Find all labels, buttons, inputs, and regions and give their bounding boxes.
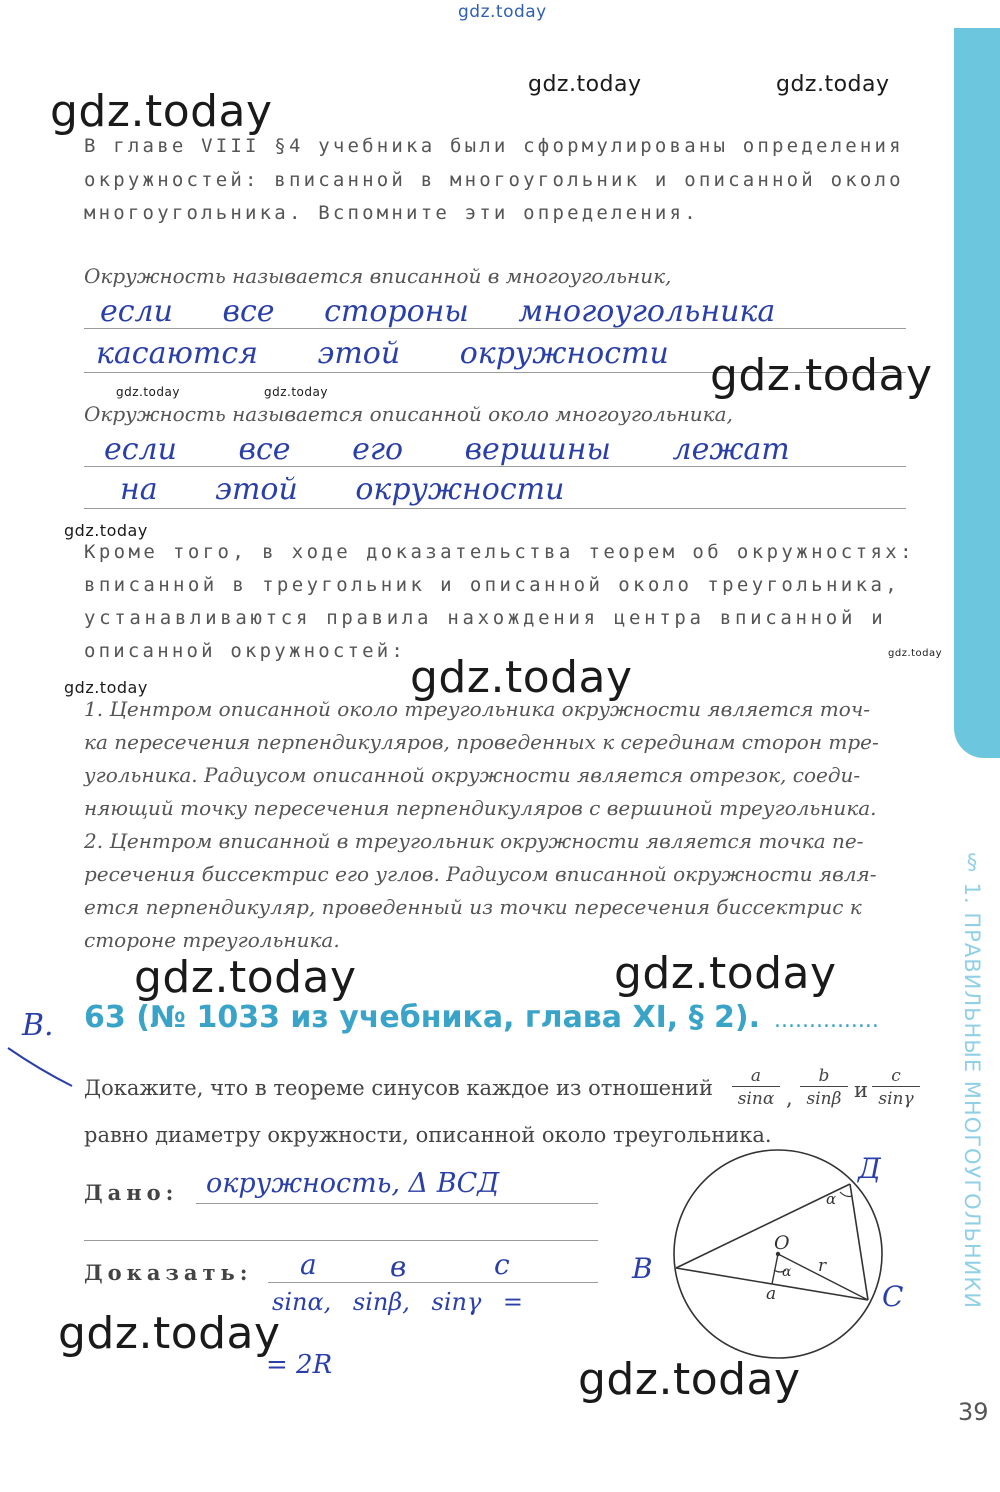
figure-angle-d: α (826, 1190, 837, 1208)
figure-angle-o: α (782, 1264, 792, 1280)
watermark-mid-center: gdz.today (410, 652, 633, 703)
answer-rule (84, 508, 906, 509)
fraction-b-over-sin-beta: $\frac{b}{\sin\beta}$ (800, 1066, 848, 1109)
theorems-line-3: устанавливаются правила нахождения центра вписанной и (84, 607, 887, 629)
watermark-lower-left: gdz.today (134, 952, 357, 1003)
circumscribed-answer-line-2: на этой окружности (120, 472, 565, 507)
perpendicular-om (772, 1254, 778, 1284)
inscribed-answer-line-2: касаются этой окружности (96, 336, 669, 371)
figure-label-r: r (818, 1256, 827, 1276)
rule-1-line-4: няющий точку пересечения перпендикуляров с вершиной треугольника. (84, 796, 877, 820)
figure-point-b: В (632, 1252, 653, 1285)
chapter-side-band (954, 28, 1000, 758)
prove-label: Доказать: (84, 1260, 253, 1285)
task-margin-note: В. (22, 1008, 54, 1043)
given-answer: окружность, Δ ВСД (206, 1168, 500, 1199)
watermark-header-left: gdz.today (50, 86, 273, 137)
circumscribed-answer-line-1: если все его вершины лежат (104, 432, 790, 467)
watermark-small-b: gdz.today (264, 385, 328, 399)
watermark-small-a: gdz.today (116, 385, 180, 399)
intro-line-3: многоугольника. Вспомните эти определения. (84, 202, 699, 224)
figure-point-c: С (882, 1280, 904, 1313)
watermark-header-right: gdz.today (776, 72, 890, 97)
rule-2-line-1: 2. Центром вписанной в треугольник окружности является точка пе- (84, 829, 864, 853)
watermark-big-right: gdz.today (710, 350, 933, 401)
watermark-bottom-left: gdz.today (58, 1308, 281, 1359)
theorems-line-2: вписанной в треугольник и описанной около треугольника, (84, 574, 901, 596)
side-dc (850, 1184, 868, 1300)
theorems-line-1: Кроме того, в ходе доказательства теорем об окружностях: (84, 541, 915, 563)
task-title-dots: ............... (774, 1008, 879, 1033)
intro-line-1: В главе VIII §4 учебника были сформулированы определения (84, 135, 904, 157)
given-rule-2 (84, 1240, 598, 1241)
prove-numerator-c: c (494, 1248, 510, 1281)
watermark-header-mid: gdz.today (528, 72, 642, 97)
rule-2-line-2: ресечения биссектрис его углов. Радиусом вписанной окружности явля- (84, 862, 877, 886)
rule-1-line-2: ка пересечения перпендикуляров, проведенных к серединам сторон тре- (84, 730, 879, 754)
rule-2-line-4: стороне треугольника. (84, 928, 340, 952)
figure-label-a: a (766, 1284, 777, 1304)
watermark-tiny-right: gdz.today (888, 648, 943, 659)
prove-result: = 2R (266, 1350, 333, 1380)
margin-pointer-stroke (0, 1040, 90, 1090)
angle-arc-d (840, 1192, 852, 1197)
rule-1-line-3: угольника. Радиусом описанной окружности является отрезок, соеди- (84, 763, 861, 787)
task-text-line-2: равно диаметру окружности, описанной около треугольника. (84, 1123, 772, 1147)
intro-line-2: окружностей: вписанной в многоугольник и описанной около (84, 169, 904, 191)
fraction-c-over-sin-gamma: $\frac{c}{\sin\gamma}$ (872, 1066, 920, 1109)
circumscribed-prompt: Окружность называется описанной около многоугольника, (84, 402, 733, 426)
fraction-and: и (854, 1078, 868, 1102)
theorems-line-4: описанной окружностей: (84, 640, 407, 662)
task-title: 63 (№ 1033 из учебника, глава XI, § 2). (84, 1000, 761, 1035)
prove-numerator-b: в (390, 1250, 407, 1283)
answer-rule (84, 466, 906, 467)
watermark-top: gdz.today (458, 2, 547, 22)
prove-numerator-a: a (300, 1248, 317, 1281)
prove-denominators: sinα, sinβ, sinγ = (272, 1288, 524, 1316)
page-number: 39 (958, 1398, 989, 1426)
prove-rule (268, 1282, 598, 1283)
fraction-a-over-sin-alpha: $\frac{a}{\sin\alpha}$ (732, 1066, 780, 1109)
answer-rule (84, 328, 906, 329)
inscribed-prompt: Окружность называется вписанной в многоугольник, (84, 264, 672, 288)
figure-label-o: O (774, 1232, 790, 1254)
watermark-mid-left-a: gdz.today (64, 521, 148, 540)
watermark-mid-left-b: gdz.today (64, 678, 148, 697)
given-rule (196, 1203, 598, 1204)
fraction-separator-comma: , (786, 1086, 793, 1110)
rule-2-line-3: ется перпендикуляр, проведенный из точки пересечения биссектрис к (84, 895, 862, 919)
task-text-line-1: Докажите, что в теореме синусов каждое из отношений (84, 1076, 714, 1100)
watermark-bottom-right: gdz.today (578, 1354, 801, 1405)
chapter-side-label: § 1. ПРАВИЛЬНЫЕ МНОГОУГОЛЬНИКИ (960, 850, 984, 1310)
given-label: Дано: (84, 1180, 179, 1205)
inscribed-answer-line-1: если все стороны многоугольника (100, 294, 776, 329)
figure-point-d: Д (858, 1152, 881, 1185)
watermark-lower-right: gdz.today (614, 948, 837, 999)
rule-1-line-1: 1. Центром описанной около треугольника окружности является точ- (84, 697, 871, 721)
